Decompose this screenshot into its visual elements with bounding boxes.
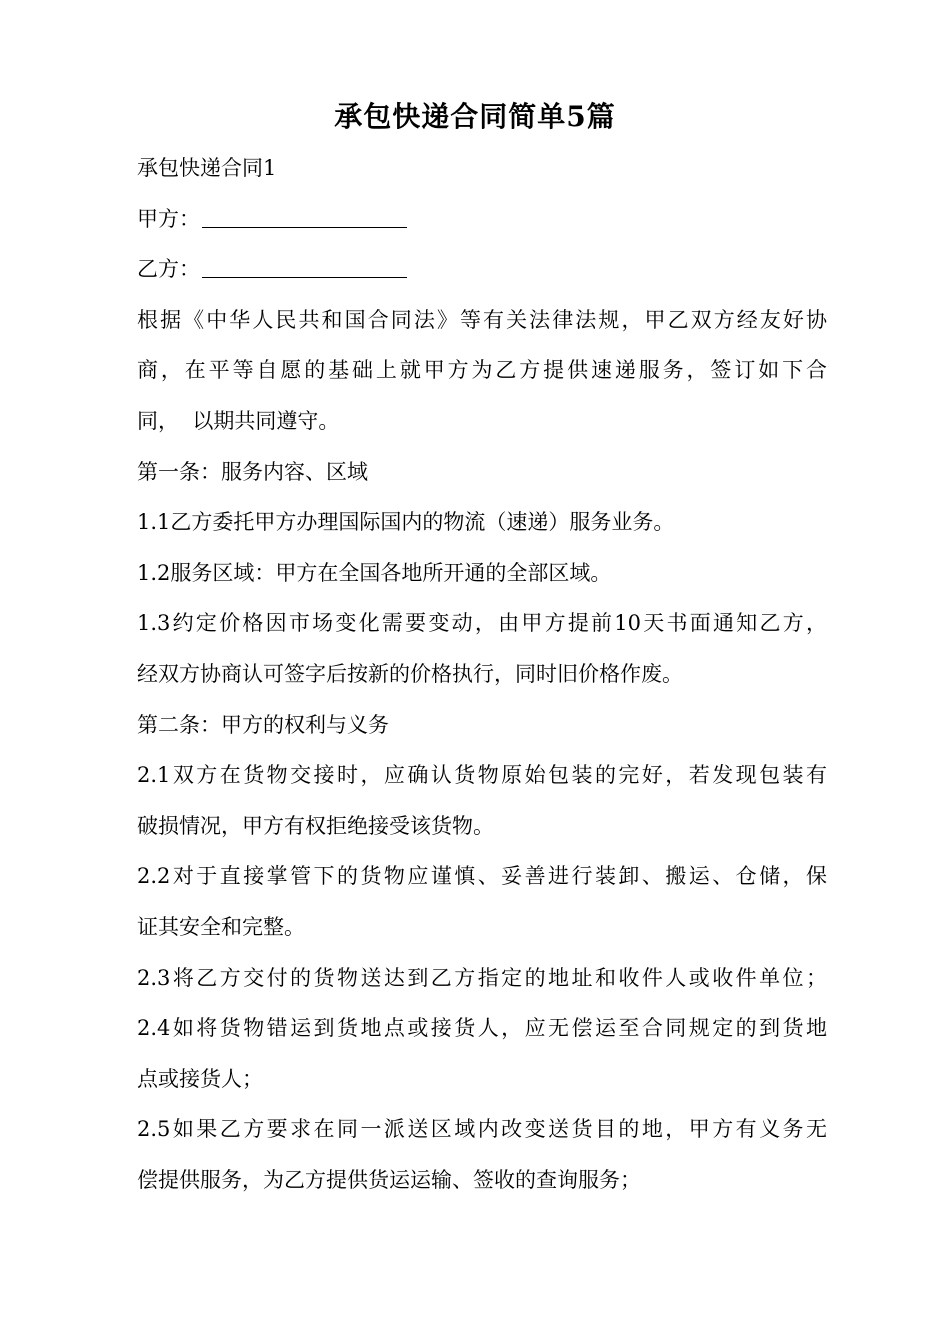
section-heading: 承包快递合同1 — [137, 156, 277, 180]
clause-line: 经双方协商认可签字后按新的价格执行，同时旧价格作废。 — [137, 661, 683, 686]
clause-line: 2.5如果乙方要求在同一派送区域内改变送货目的地，甲方有义务无 — [137, 1117, 827, 1142]
clause-line: 1.1乙方委托甲方办理国际国内的物流（速递）服务业务。 — [137, 510, 675, 535]
clause-line: 2.3将乙方交付的货物送达到乙方指定的地址和收件人或收件单位； — [137, 965, 827, 990]
clause-line: 1.2服务区域：甲方在全国各地所开通的全部区域。 — [137, 560, 612, 585]
party-b-line — [137, 244, 827, 295]
paragraph-line: 商，在平等自愿的基础上就甲方为乙方提供速递服务，签订如下合 — [137, 358, 827, 383]
clause-line: 2.1双方在货物交接时，应确认货物原始包装的完好，若发现包装有 — [137, 763, 827, 788]
party-a-line — [137, 194, 827, 245]
party-a-label: 甲方： — [137, 206, 200, 231]
paragraph-line: 根据《中华人民共和国合同法》等有关法律法规，甲乙双方经友好协 — [137, 307, 827, 332]
clause-line: 1.3约定价格因市场变化需要变动，由甲方提前10天书面通知乙方， — [137, 611, 827, 636]
clause-line: 证其安全和完整。 — [137, 914, 305, 939]
clause-line: 点或接货人； — [137, 1066, 263, 1091]
document-title: 承包快递合同简单5篇 — [334, 100, 616, 133]
clause-line: 破损情况，甲方有权拒绝接受该货物。 — [137, 813, 494, 838]
article-heading: 第一条：服务内容、区域 — [137, 459, 368, 484]
clause-line: 2.4如将货物错运到货地点或接货人，应无偿运至合同规定的到货地 — [137, 1016, 827, 1041]
clause-line: 2.2对于直接掌管下的货物应谨慎、妥善进行装卸、搬运、仓储，保 — [137, 864, 827, 889]
clause-line: 偿提供服务，为乙方提供货运运输、签收的查询服务； — [137, 1167, 641, 1192]
party-b-blank — [202, 257, 407, 278]
paragraph-line: 同， 以期共同遵守。 — [137, 408, 340, 433]
article-heading: 第二条：甲方的权利与义务 — [137, 712, 389, 737]
party-b-label: 乙方： — [137, 257, 200, 282]
party-a-blank — [202, 207, 407, 228]
document-body — [137, 143, 827, 1205]
